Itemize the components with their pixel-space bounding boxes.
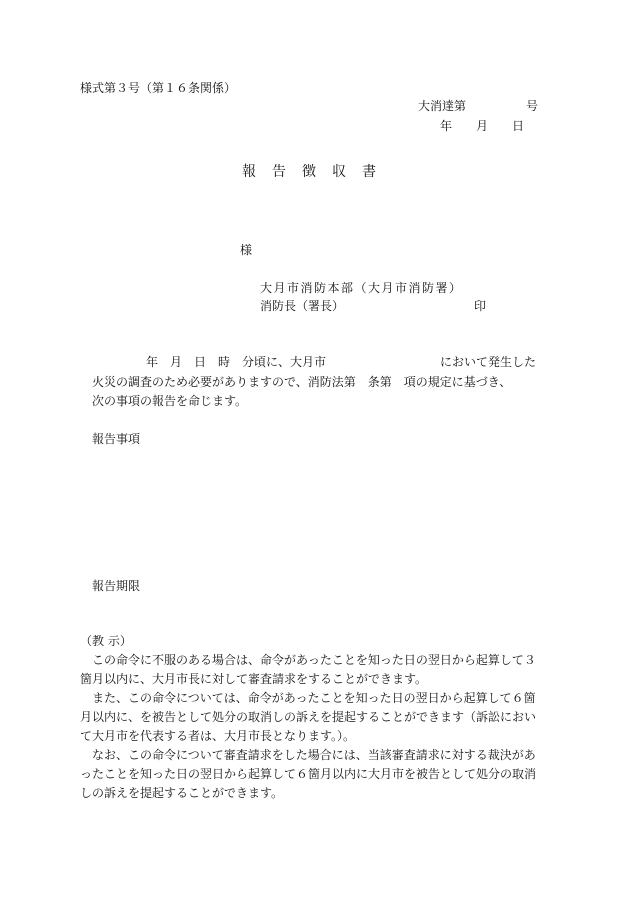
instruction-line: この命令に不服のある場合は、命令があったことを知った日の翌日から起算して３: [80, 653, 536, 667]
issue-date: 年 月 日: [440, 119, 525, 133]
instruction-line: 月以内に、を被告として処分の取消しの訴えを提起することができます（訴訟におい: [80, 710, 537, 724]
issuer-chief: 消防長（署長）: [260, 299, 345, 313]
page-title: 報告徴収書: [242, 164, 392, 180]
instruction-line: 箇月以内に、大月市長に対して審査請求をすることができます。: [80, 672, 428, 686]
body-line-1a: 年 月 日 時 分頃に、大月市: [146, 355, 327, 369]
issuer-organization: 大月市消防本部（大月市消防署）: [260, 281, 463, 295]
document-number: 大消達第 号: [418, 99, 539, 113]
report-items-label: 報告事項: [92, 432, 141, 446]
instruction-heading: （教 示）: [80, 634, 132, 648]
instruction-line: て大月市を代表する者は、大月市長となります。）。: [80, 729, 356, 743]
body-line-3: 次の事項の報告を命じます。: [92, 394, 248, 408]
recipient-honorific: 様: [240, 243, 253, 257]
instruction-line: また、この命令については、命令があったことを知った日の翌日から起算して６箇: [80, 691, 536, 705]
body-line-2: 火災の調査のため必要がありますので、消防法第 条第 項の規定に基づき、: [92, 375, 512, 389]
instruction-line: しの訴えを提起することができます。: [80, 786, 284, 800]
seal-mark: 印: [474, 299, 487, 313]
body-line-1b: において発生した: [440, 355, 537, 369]
report-deadline-label: 報告期限: [92, 579, 141, 593]
form-number: 様式第３号（第１６条関係）: [80, 81, 237, 95]
instruction-line: ったことを知った日の翌日から起算して６箇月以内に大月市を被告として処分の取消: [80, 767, 537, 781]
instruction-line: なお、この命令について審査請求をした場合には、当該審査請求に対する裁決があ: [80, 748, 536, 762]
